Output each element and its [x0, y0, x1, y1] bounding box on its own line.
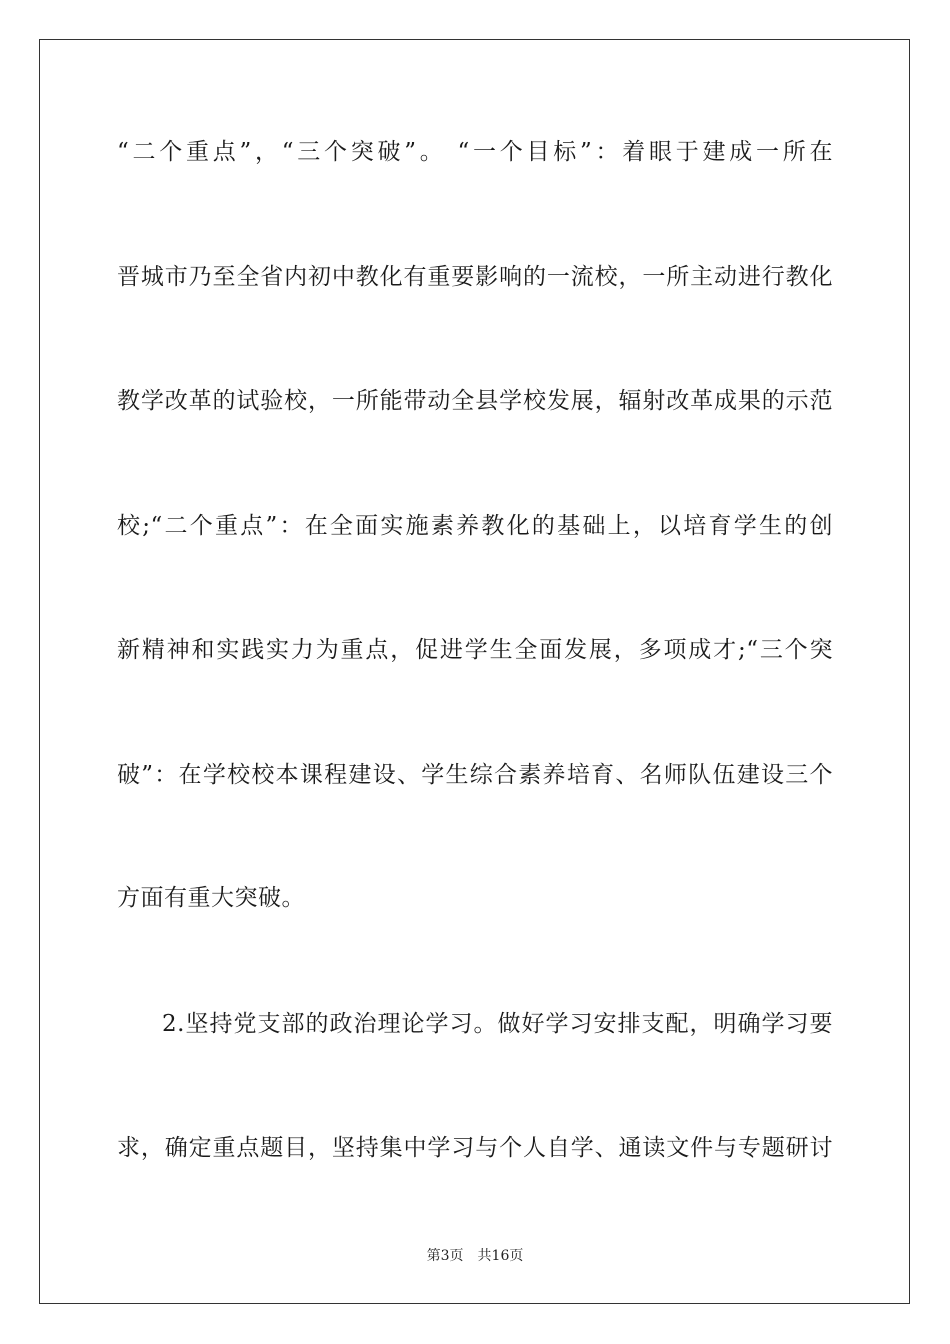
- text-line-3: 教学改革的试验校，一所能带动全县学校发展，辐射改革成果的示范: [117, 388, 833, 414]
- page-total: 共16页: [477, 1248, 524, 1264]
- text-line-7: 方面有重大突破。: [117, 885, 305, 911]
- text-line-9: 求，确定重点题目，坚持集中学习与个人自学、通读文件与专题研讨: [117, 1135, 833, 1161]
- page-number: 第3页: [426, 1248, 464, 1264]
- page-border: [39, 39, 910, 1304]
- text-line-5: 新精神和实践实力为重点，促进学生全面发展，多项成才;“三个突: [117, 637, 833, 663]
- text-line-6: 破”：在学校校本课程建设、学生综合素养培育、名师队伍建设三个: [117, 762, 833, 788]
- page-footer: [0, 1247, 950, 1265]
- text-line-8: 2.坚持党支部的政治理论学习。做好学习安排支配，明确学习要: [162, 1011, 833, 1037]
- text-line-1: “二个重点”，“三个突破”。 “一个目标”：着眼于建成一所在: [117, 139, 833, 165]
- text-line-4: 校;“二个重点”：在全面实施素养教化的基础上，以培育学生的创: [117, 513, 833, 539]
- text-line-2: 晋城市乃至全省内初中教化有重要影响的一流校，一所主动进行教化: [117, 264, 833, 290]
